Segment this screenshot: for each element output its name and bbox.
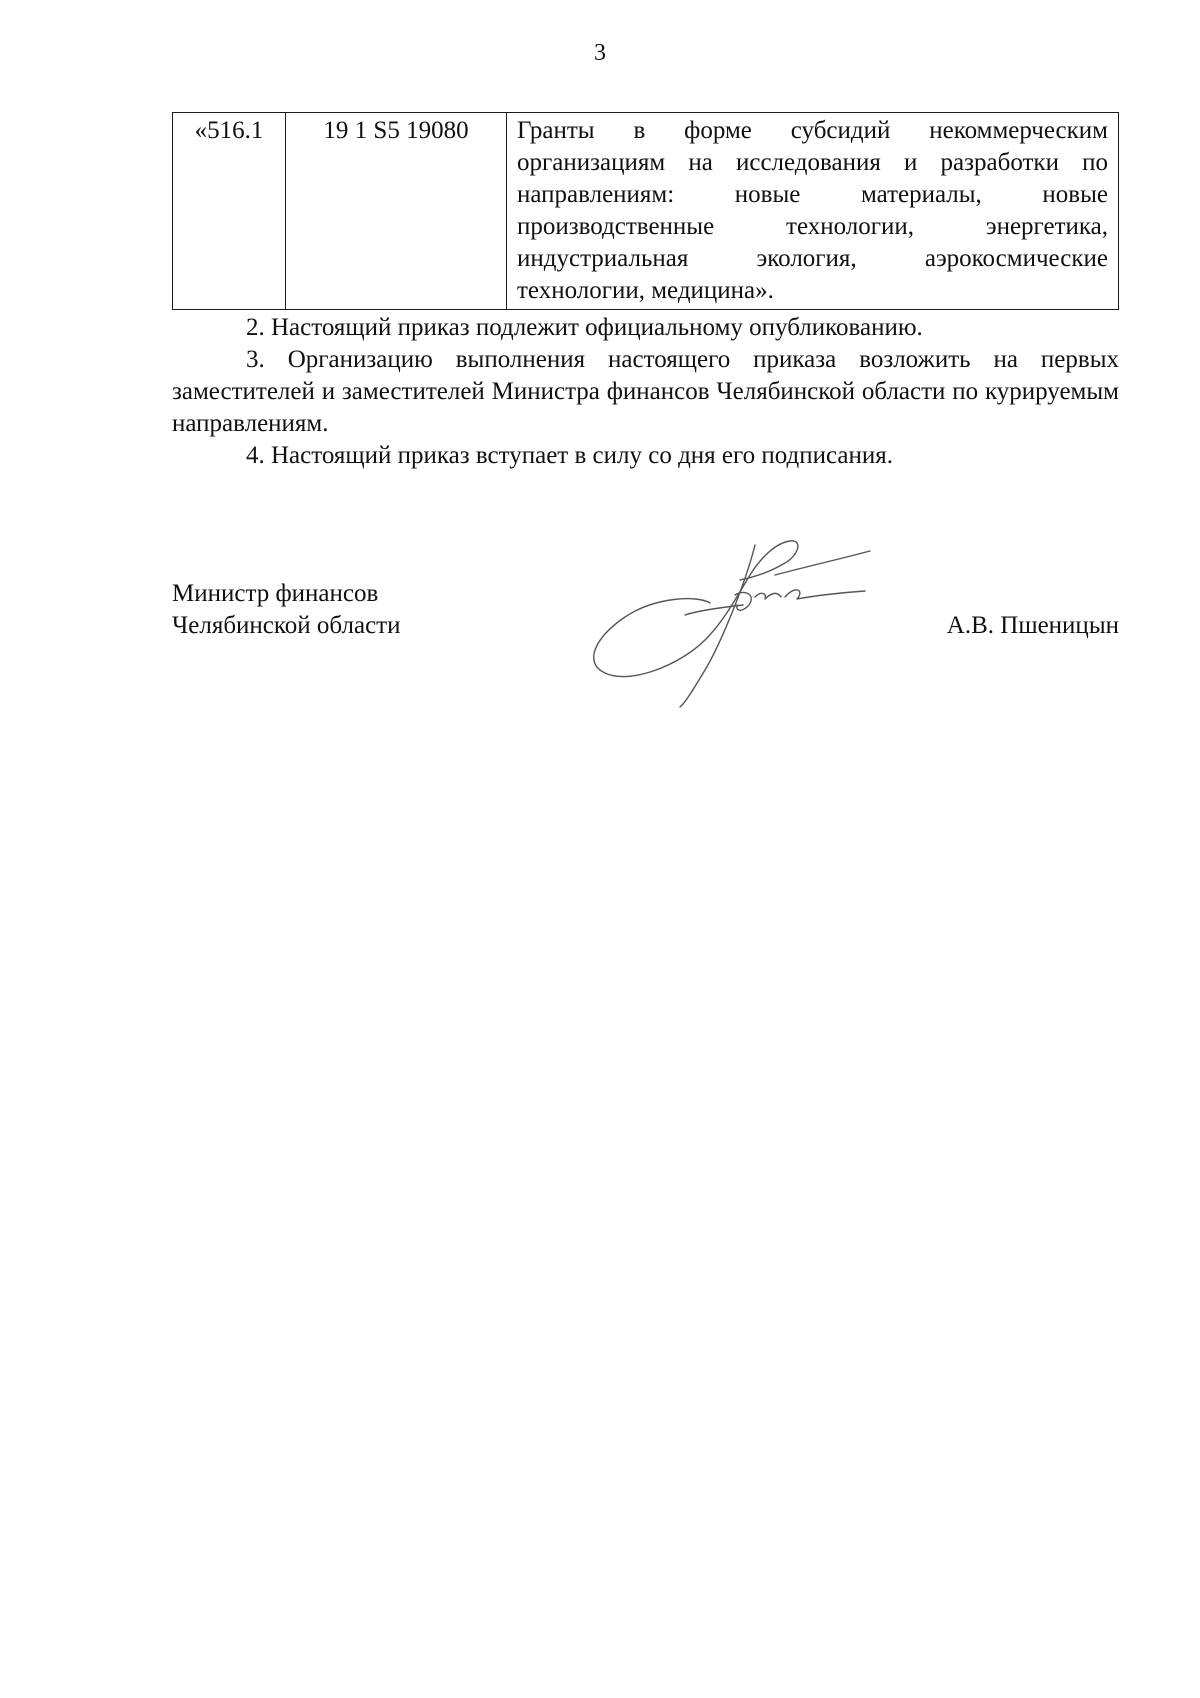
position-line-2: Челябинской области bbox=[172, 612, 401, 639]
budget-code-table bbox=[172, 112, 1119, 310]
table-cell-kbk: 19 1 S5 19080 bbox=[286, 113, 507, 310]
document-body bbox=[172, 312, 1119, 472]
paragraph-execution: 3. Организацию выполнения настоящего приказа возложить на первых заместителей и заместителей Министра финансов Челябинской области по курируемым направлениям. bbox=[172, 346, 1119, 437]
paragraph-publication: 2. Настоящий приказ подлежит официальному опубликованию. bbox=[246, 314, 923, 341]
position-line-1: Министр финансов bbox=[172, 580, 379, 607]
table-cell-description: Гранты в форме субсидий некоммерческим организациям на исследования и разработки по направлениям: новые материалы, новые производственные технологии, энергетика, индустриальная экология, аэрокосмические технологии, медицина». bbox=[507, 113, 1119, 310]
signer-name: А.В. Пшеницын bbox=[946, 612, 1119, 639]
paragraph-effect: 4. Настоящий приказ вступает в силу со дня его подписания. bbox=[246, 442, 894, 469]
signatory-position bbox=[172, 578, 400, 642]
page-number: 3 bbox=[594, 40, 606, 66]
table-row bbox=[173, 113, 1119, 310]
table-cell-code: «516.1 bbox=[173, 113, 286, 310]
handwritten-signature-icon bbox=[585, 535, 885, 710]
